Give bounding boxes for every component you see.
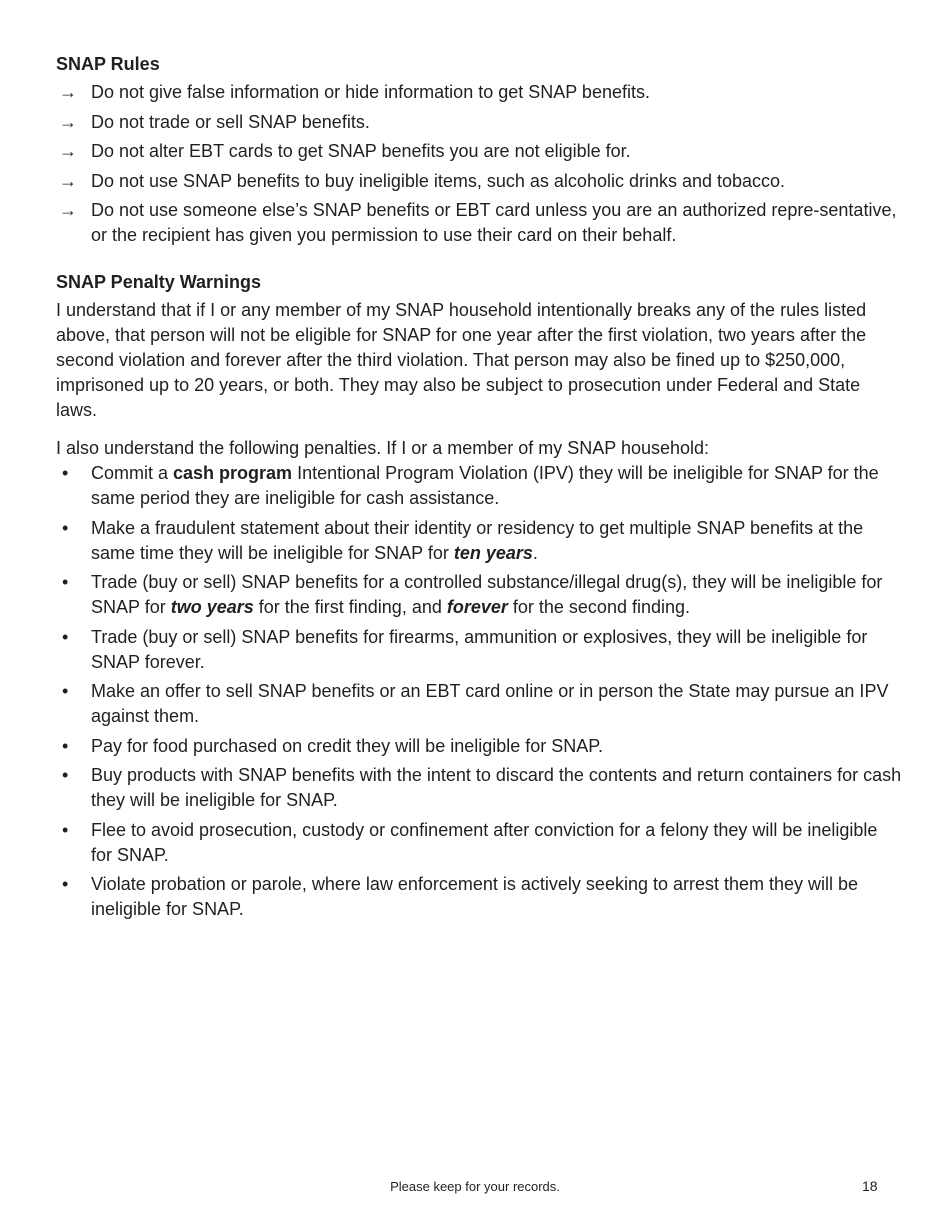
penalty-item: [56, 679, 902, 729]
document-page: [56, 52, 902, 927]
bullet-icon: •: [62, 626, 69, 647]
penalty-item: [56, 570, 902, 620]
penalty-item: [56, 763, 902, 813]
penalty-text: Intentional Program Violation (IPV) they will be ineligible for SNAP for the same period they are ineligible for cash assistance.: [91, 463, 879, 508]
rule-text: Do not use SNAP benefits to buy ineligible items, such as alcoholic drinks and tobacco.: [91, 170, 786, 191]
penalty-text: for the first finding, and: [253, 597, 447, 617]
penalty-text: Trade (buy or sell) SNAP benefits for firearms, ammunition or explosives, they will be ineligible for SNAP forever.: [91, 626, 868, 672]
rule-text: Do not give false information or hide information to get SNAP benefits.: [91, 82, 650, 102]
penalty-emphasis: forever: [446, 597, 508, 617]
rule-text: Do not use someone else’s SNAP benefits or EBT card unless you are an authorized repre-sentative, or the recipient has given you permission to use their card on their behalf.: [91, 200, 897, 245]
rule-item: [56, 198, 902, 248]
penalty-item: [56, 461, 902, 511]
bullet-icon: •: [62, 765, 69, 785]
penalty-text: Flee to avoid prosecution, custody or confinement after conviction for a felony they will be ineligible for SNAP.: [91, 819, 878, 865]
penalty-text: Buy products with SNAP benefits with the intent to discard the contents and return containers for cash they will be ineligible for SNAP.: [91, 765, 902, 810]
penalty-emphasis: ten years: [453, 542, 533, 563]
penalty-item: [56, 516, 902, 566]
arrow-icon: →: [59, 170, 77, 191]
penalty-bold: cash program: [173, 463, 293, 483]
rule-item: [56, 110, 902, 135]
penalty-text: Make an offer to sell SNAP benefits or an EBT card online or in person the State may pursue an IPV against them.: [91, 681, 889, 726]
bullet-icon: •: [62, 681, 69, 701]
bullet-icon: •: [62, 735, 69, 756]
snap-rules-list: [56, 80, 902, 248]
penalty-paragraph: I understand that if I or any member of my SNAP household intentionally breaks any of the rules listed above, that person will not be eligible for SNAP for one year after the first violation, two years after the second violation and forever after the third violation. That person may also be fined up to $250,000, imprisoned up to 20 years, or both. They may also be subject to prosecution under Federal and State laws.: [56, 300, 867, 420]
penalty-text: Commit a: [91, 463, 174, 483]
penalty-text: Pay for food purchased on credit they will be ineligible for SNAP.: [91, 735, 603, 756]
penalty-text: for the second finding.: [507, 597, 691, 617]
arrow-icon: →: [59, 141, 77, 161]
penalty-item: [56, 734, 902, 759]
bullet-icon: •: [62, 517, 69, 538]
arrow-icon: →: [59, 200, 77, 220]
penalty-item: [56, 818, 902, 868]
rule-item: [56, 80, 902, 105]
bullet-icon: •: [62, 819, 69, 840]
arrow-icon: →: [59, 111, 77, 132]
penalty-text: Violate probation or parole, where law enforcement is actively seeking to arrest them they will be ineligible for SNAP.: [91, 874, 859, 919]
penalty-item: [56, 625, 902, 675]
snap-rules-heading: SNAP Rules: [56, 54, 160, 74]
arrow-icon: →: [59, 82, 77, 102]
penalty-emphasis: two years: [170, 597, 254, 617]
penalty-list: [56, 461, 902, 922]
bullet-icon: •: [62, 572, 69, 592]
penalty-text: .: [532, 542, 538, 563]
footer-note: Please keep for your records.: [390, 1179, 560, 1194]
rule-text: Do not trade or sell SNAP benefits.: [91, 111, 370, 132]
rule-item: [56, 169, 902, 194]
bullet-icon: •: [62, 874, 69, 894]
rule-text: Do not alter EBT cards to get SNAP benefits you are not eligible for.: [91, 141, 631, 161]
penalty-warnings-heading: SNAP Penalty Warnings: [56, 272, 262, 292]
page-number: 18: [862, 1178, 878, 1194]
penalty-text: Trade (buy or sell) SNAP benefits for a controlled substance/illegal drug(s), they will be ineligible for SNAP for: [91, 572, 883, 617]
rule-item: [56, 139, 902, 164]
penalty-intro: I also understand the following penalties. If I or a member of my SNAP household:: [56, 438, 710, 458]
bullet-icon: •: [62, 463, 69, 483]
penalty-item: [56, 872, 902, 922]
penalty-text: Make a fraudulent statement about their identity or residency to get multiple SNAP benefits at the same time they will be ineligible for SNAP for: [91, 517, 864, 563]
